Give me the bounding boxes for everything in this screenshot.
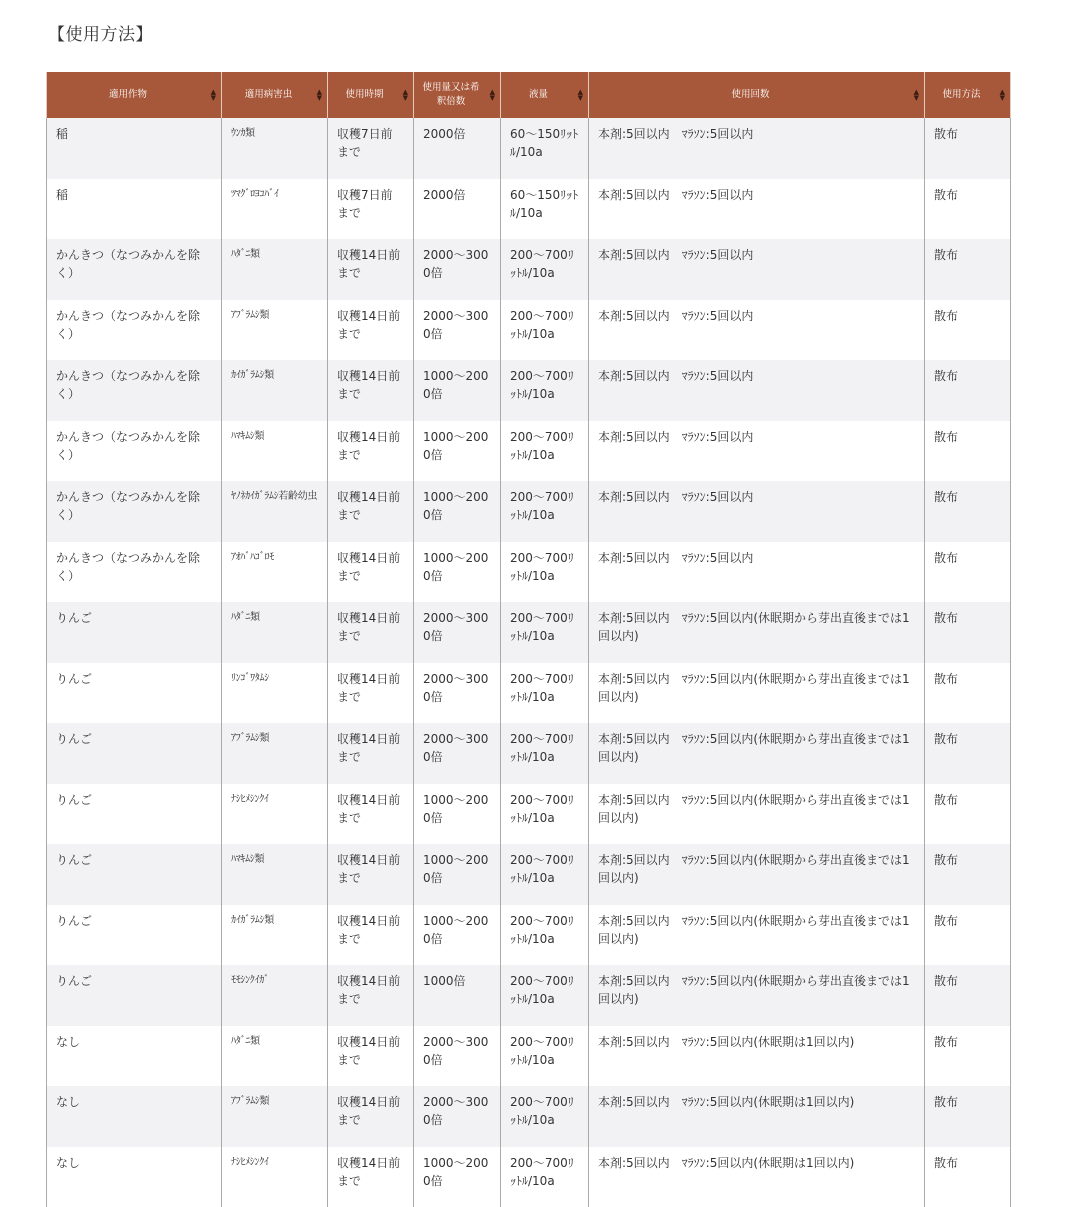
volume-cell: 200～700ﾘｯﾄﾙ/10a — [501, 239, 589, 300]
count-cell: 本剤:5回以内 ﾏﾗｿﾝ:5回以内 — [589, 481, 925, 542]
crop-cell: りんご — [47, 723, 222, 784]
crop-cell: かんきつ（なつみかんを除く） — [47, 421, 222, 482]
method-cell: 散布 — [925, 965, 1011, 1026]
table-row — [47, 1147, 1011, 1207]
count-cell: 本剤:5回以内 ﾏﾗｿﾝ:5回以内(休眠期から芽出直後までは1回以内) — [589, 602, 925, 663]
volume-cell: 200～700ﾘｯﾄﾙ/10a — [501, 602, 589, 663]
timing-cell: 収穫14日前まで — [328, 844, 414, 905]
table-row — [47, 421, 1011, 482]
volume-cell: 200～700ﾘｯﾄﾙ/10a — [501, 905, 589, 966]
timing-cell: 収穫14日前まで — [328, 1086, 414, 1147]
crop-cell: りんご — [47, 602, 222, 663]
volume-cell: 200～700ﾘｯﾄﾙ/10a — [501, 844, 589, 905]
count-cell: 本剤:5回以内 ﾏﾗｿﾝ:5回以内(休眠期から芽出直後までは1回以内) — [589, 844, 925, 905]
dilution-cell: 1000～2000倍 — [414, 1147, 501, 1207]
count-cell: 本剤:5回以内 ﾏﾗｿﾝ:5回以内(休眠期から芽出直後までは1回以内) — [589, 723, 925, 784]
table-row — [47, 542, 1011, 603]
method-cell: 散布 — [925, 481, 1011, 542]
method-cell: 散布 — [925, 602, 1011, 663]
timing-cell: 収穫14日前まで — [328, 239, 414, 300]
table-row — [47, 481, 1011, 542]
volume-cell: 200～700ﾘｯﾄﾙ/10a — [501, 663, 589, 724]
volume-cell: 200～700ﾘｯﾄﾙ/10a — [501, 1026, 589, 1087]
timing-cell: 収穫14日前まで — [328, 481, 414, 542]
table-row — [47, 300, 1011, 361]
table-row — [47, 844, 1011, 905]
timing-cell: 収穫14日前まで — [328, 300, 414, 361]
dilution-cell: 2000～3000倍 — [414, 663, 501, 724]
column-header-volume[interactable] — [501, 72, 589, 118]
method-cell: 散布 — [925, 784, 1011, 845]
crop-cell: りんご — [47, 965, 222, 1026]
method-cell: 散布 — [925, 1147, 1011, 1207]
dilution-cell: 2000～3000倍 — [414, 239, 501, 300]
usage-table — [46, 72, 1011, 1207]
volume-cell: 200～700ﾘｯﾄﾙ/10a — [501, 1147, 589, 1207]
crop-cell: なし — [47, 1026, 222, 1087]
sort-icon[interactable]: ▲ ▼ — [317, 89, 322, 101]
pest-cell: ﾅｼﾋﾒｼﾝｸｲ — [222, 784, 328, 845]
crop-cell: かんきつ（なつみかんを除く） — [47, 481, 222, 542]
timing-cell: 収穫14日前まで — [328, 905, 414, 966]
count-cell: 本剤:5回以内 ﾏﾗｿﾝ:5回以内(休眠期は1回以内) — [589, 1026, 925, 1087]
volume-cell: 200～700ﾘｯﾄﾙ/10a — [501, 1086, 589, 1147]
pest-cell: ｱﾌﾞﾗﾑｼ類 — [222, 300, 328, 361]
column-header-label: 使用方法 — [942, 89, 980, 100]
pest-cell: ﾊﾏｷﾑｼ類 — [222, 844, 328, 905]
volume-cell: 200～700ﾘｯﾄﾙ/10a — [501, 965, 589, 1026]
dilution-cell: 2000～3000倍 — [414, 1086, 501, 1147]
dilution-cell: 1000～2000倍 — [414, 784, 501, 845]
volume-cell: 60～150ﾘｯﾄﾙ/10a — [501, 118, 589, 179]
volume-cell: 200～700ﾘｯﾄﾙ/10a — [501, 542, 589, 603]
pest-cell: ﾔﾉﾈｶｲｶﾞﾗﾑｼ若齢幼虫 — [222, 481, 328, 542]
timing-cell: 収穫14日前まで — [328, 542, 414, 603]
pest-cell: ﾊﾀﾞﾆ類 — [222, 602, 328, 663]
method-cell: 散布 — [925, 179, 1011, 240]
column-header-label: 液量 — [529, 89, 548, 100]
column-header-label: 適用作物 — [109, 89, 147, 100]
dilution-cell: 2000～3000倍 — [414, 602, 501, 663]
pest-cell: ｱﾌﾞﾗﾑｼ類 — [222, 1086, 328, 1147]
crop-cell: りんご — [47, 905, 222, 966]
pest-cell: ｱｵﾊﾞﾊｺﾞﾛﾓ — [222, 542, 328, 603]
timing-cell: 収穫14日前まで — [328, 784, 414, 845]
crop-cell: りんご — [47, 844, 222, 905]
table-body — [47, 118, 1011, 1207]
column-header-label: 適用病害虫 — [245, 89, 293, 100]
method-cell: 散布 — [925, 542, 1011, 603]
method-cell: 散布 — [925, 1026, 1011, 1087]
timing-cell: 収穫14日前まで — [328, 1147, 414, 1207]
method-cell: 散布 — [925, 300, 1011, 361]
count-cell: 本剤:5回以内 ﾏﾗｿﾝ:5回以内 — [589, 118, 925, 179]
section-title: 【使用方法】 — [48, 20, 153, 45]
table-row — [47, 723, 1011, 784]
sort-icon[interactable]: ▲ ▼ — [578, 89, 583, 101]
crop-cell: りんご — [47, 784, 222, 845]
crop-cell: かんきつ（なつみかんを除く） — [47, 542, 222, 603]
sort-icon[interactable]: ▲ ▼ — [1000, 89, 1005, 101]
dilution-cell: 1000～2000倍 — [414, 905, 501, 966]
table-row — [47, 905, 1011, 966]
dilution-cell: 1000～2000倍 — [414, 542, 501, 603]
crop-cell: かんきつ（なつみかんを除く） — [47, 300, 222, 361]
column-header-pest[interactable] — [222, 72, 328, 118]
volume-cell: 200～700ﾘｯﾄﾙ/10a — [501, 723, 589, 784]
count-cell: 本剤:5回以内 ﾏﾗｿﾝ:5回以内 — [589, 239, 925, 300]
method-cell: 散布 — [925, 905, 1011, 966]
table-row — [47, 239, 1011, 300]
count-cell: 本剤:5回以内 ﾏﾗｿﾝ:5回以内(休眠期から芽出直後までは1回以内) — [589, 965, 925, 1026]
crop-cell: なし — [47, 1086, 222, 1147]
pest-cell: ｶｲｶﾞﾗﾑｼ類 — [222, 905, 328, 966]
column-header-method[interactable] — [925, 72, 1011, 118]
method-cell: 散布 — [925, 844, 1011, 905]
timing-cell: 収穫7日前まで — [328, 179, 414, 240]
column-header-count[interactable] — [589, 72, 925, 118]
timing-cell: 収穫14日前まで — [328, 965, 414, 1026]
sort-icon[interactable]: ▲ ▼ — [490, 89, 495, 101]
pest-cell: ﾊﾀﾞﾆ類 — [222, 1026, 328, 1087]
dilution-cell: 1000～2000倍 — [414, 421, 501, 482]
table-row — [47, 179, 1011, 240]
timing-cell: 収穫14日前まで — [328, 602, 414, 663]
pest-cell: ﾊﾀﾞﾆ類 — [222, 239, 328, 300]
count-cell: 本剤:5回以内 ﾏﾗｿﾝ:5回以内(休眠期は1回以内) — [589, 1147, 925, 1207]
table-row — [47, 965, 1011, 1026]
dilution-cell: 2000倍 — [414, 118, 501, 179]
method-cell: 散布 — [925, 239, 1011, 300]
timing-cell: 収穫14日前まで — [328, 1026, 414, 1087]
count-cell: 本剤:5回以内 ﾏﾗｿﾝ:5回以内 — [589, 179, 925, 240]
method-cell: 散布 — [925, 1086, 1011, 1147]
method-cell: 散布 — [925, 663, 1011, 724]
pest-cell: ﾂﾏｸﾞﾛﾖｺﾊﾞｲ — [222, 179, 328, 240]
method-cell: 散布 — [925, 723, 1011, 784]
table-row — [47, 1026, 1011, 1087]
sort-icon[interactable]: ▲ ▼ — [403, 89, 408, 101]
crop-cell: なし — [47, 1147, 222, 1207]
count-cell: 本剤:5回以内 ﾏﾗｿﾝ:5回以内(休眠期は1回以内) — [589, 1086, 925, 1147]
timing-cell: 収穫7日前まで — [328, 118, 414, 179]
table-row — [47, 1086, 1011, 1147]
dilution-cell: 1000～2000倍 — [414, 360, 501, 421]
dilution-cell: 2000～3000倍 — [414, 300, 501, 361]
volume-cell: 60～150ﾘｯﾄﾙ/10a — [501, 179, 589, 240]
volume-cell: 200～700ﾘｯﾄﾙ/10a — [501, 481, 589, 542]
column-header-label: 使用回数 — [731, 89, 769, 100]
volume-cell: 200～700ﾘｯﾄﾙ/10a — [501, 784, 589, 845]
pest-cell: ﾊﾏｷﾑｼ類 — [222, 421, 328, 482]
crop-cell: 稲 — [47, 179, 222, 240]
timing-cell: 収穫14日前まで — [328, 421, 414, 482]
volume-cell: 200～700ﾘｯﾄﾙ/10a — [501, 421, 589, 482]
table-header — [47, 72, 1011, 118]
column-header-label: 使用時期 — [345, 89, 383, 100]
dilution-cell: 1000～2000倍 — [414, 481, 501, 542]
timing-cell: 収穫14日前まで — [328, 663, 414, 724]
count-cell: 本剤:5回以内 ﾏﾗｿﾝ:5回以内(休眠期から芽出直後までは1回以内) — [589, 905, 925, 966]
pest-cell: ﾘﾝｺﾞﾜﾀﾑｼ — [222, 663, 328, 724]
table-row — [47, 602, 1011, 663]
column-header-dilution[interactable] — [414, 72, 501, 118]
count-cell: 本剤:5回以内 ﾏﾗｿﾝ:5回以内 — [589, 421, 925, 482]
dilution-cell: 2000倍 — [414, 179, 501, 240]
sort-icon[interactable]: ▲ ▼ — [914, 89, 919, 101]
crop-cell: かんきつ（なつみかんを除く） — [47, 360, 222, 421]
column-header-timing[interactable] — [328, 72, 414, 118]
crop-cell: かんきつ（なつみかんを除く） — [47, 239, 222, 300]
pest-cell: ｶｲｶﾞﾗﾑｼ類 — [222, 360, 328, 421]
pest-cell: ｳﾝｶ類 — [222, 118, 328, 179]
timing-cell: 収穫14日前まで — [328, 360, 414, 421]
crop-cell: りんご — [47, 663, 222, 724]
crop-cell: 稲 — [47, 118, 222, 179]
table-row — [47, 784, 1011, 845]
pest-cell: ﾅｼﾋﾒｼﾝｸｲ — [222, 1147, 328, 1207]
dilution-cell: 1000～2000倍 — [414, 844, 501, 905]
timing-cell: 収穫14日前まで — [328, 723, 414, 784]
table-row — [47, 663, 1011, 724]
table-row — [47, 360, 1011, 421]
volume-cell: 200～700ﾘｯﾄﾙ/10a — [501, 360, 589, 421]
dilution-cell: 2000～3000倍 — [414, 723, 501, 784]
count-cell: 本剤:5回以内 ﾏﾗｿﾝ:5回以内 — [589, 542, 925, 603]
table-row — [47, 118, 1011, 179]
pest-cell: ﾓﾓｼﾝｸｲｶﾞ — [222, 965, 328, 1026]
method-cell: 散布 — [925, 421, 1011, 482]
column-header-crop[interactable] — [47, 72, 222, 118]
dilution-cell: 1000倍 — [414, 965, 501, 1026]
count-cell: 本剤:5回以内 ﾏﾗｿﾝ:5回以内 — [589, 300, 925, 361]
method-cell: 散布 — [925, 360, 1011, 421]
volume-cell: 200～700ﾘｯﾄﾙ/10a — [501, 300, 589, 361]
sort-icon[interactable]: ▲ ▼ — [211, 89, 216, 101]
column-header-label: 使用量又は希釈倍数 — [422, 82, 479, 107]
count-cell: 本剤:5回以内 ﾏﾗｿﾝ:5回以内 — [589, 360, 925, 421]
count-cell: 本剤:5回以内 ﾏﾗｿﾝ:5回以内(休眠期から芽出直後までは1回以内) — [589, 663, 925, 724]
count-cell: 本剤:5回以内 ﾏﾗｿﾝ:5回以内(休眠期から芽出直後までは1回以内) — [589, 784, 925, 845]
dilution-cell: 2000～3000倍 — [414, 1026, 501, 1087]
method-cell: 散布 — [925, 118, 1011, 179]
pest-cell: ｱﾌﾞﾗﾑｼ類 — [222, 723, 328, 784]
